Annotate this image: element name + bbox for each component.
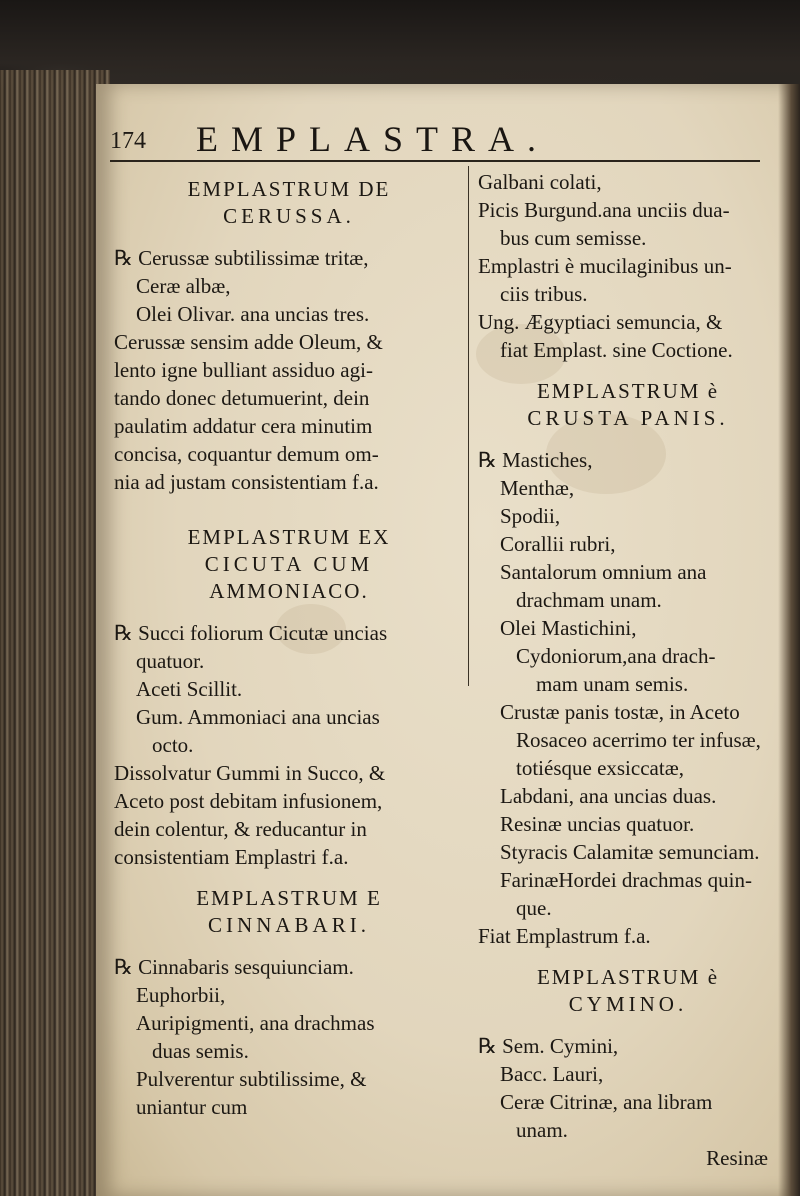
scan-top-shadow <box>0 0 800 90</box>
recipe-line: Aceti Scillit. <box>136 677 243 701</box>
page-right-edge <box>778 84 800 1196</box>
recipe-line: paulatim addatur cera minutim <box>114 414 373 438</box>
recipe-line: ciis tribus. <box>500 282 588 306</box>
recipe-line: ℞ Cerussæ subtilissimæ tritæ, <box>114 246 369 270</box>
recipe-line: Dissolvatur Gummi in Succo, & <box>114 761 386 785</box>
recipe-line: Picis Burgund.ana unciis dua- <box>478 198 730 222</box>
recipe-line: ℞ Cinnabaris sesquiunciam. <box>114 955 354 979</box>
recipe-line: ℞ Mastiches, <box>478 448 593 472</box>
recipe-line: Euphorbii, <box>136 983 226 1007</box>
recipe-line: fiat Emplast. sine Coctione. <box>500 338 733 362</box>
recipe-line: totiésque exsiccatæ, <box>516 756 684 780</box>
recipe-line: Aceto post debitam infusionem, <box>114 789 383 813</box>
recipe-line: Olei Mastichini, <box>500 616 637 640</box>
catchword: Resinæ <box>706 1146 768 1170</box>
recipe-line: que. <box>516 896 552 920</box>
section-heading <box>478 378 778 432</box>
heading-line: EMPLASTRUM è <box>536 965 720 989</box>
running-head <box>110 118 640 162</box>
recipe-line: drachmam unam. <box>516 588 662 612</box>
recipe-line: Ceræ albæ, <box>136 274 231 298</box>
recipe-line: uniantur cum <box>136 1095 248 1119</box>
recipe-line: Bacc. Lauri, <box>500 1062 604 1086</box>
recipe-line: Menthæ, <box>500 476 575 500</box>
recipe-line: Labdani, ana uncias duas. <box>500 784 717 808</box>
recipe-line: Auripigmenti, ana drachmas <box>136 1011 375 1035</box>
heading-line: CINNABARI. <box>208 913 370 937</box>
header-rule <box>110 160 760 162</box>
recipe-line: Fiat Emplastrum f.a. <box>478 924 651 948</box>
recipe-line: Ceræ Citrinæ, ana libram <box>500 1090 713 1114</box>
recipe-line: octo. <box>152 733 194 757</box>
right-column <box>478 168 778 1172</box>
recipe-line: duas semis. <box>152 1039 249 1063</box>
heading-line: CICUTA CUM <box>204 552 374 576</box>
heading-line: EMPLASTRUM DE <box>187 177 391 201</box>
recipe-line: Ung. Ægyptiaci semuncia, & <box>478 310 723 334</box>
recipe-line: Emplastri è mucilaginibus un- <box>478 254 732 278</box>
recipe-line: Crustæ panis tostæ, in Aceto <box>500 700 740 724</box>
recipe-line: Cerussæ sensim adde Oleum, & <box>114 330 383 354</box>
recipe-line: ℞ Sem. Cymini, <box>478 1034 619 1058</box>
recipe-line: tando donec detumuerint, dein <box>114 386 370 410</box>
recipe-line: quatuor. <box>136 649 205 673</box>
recipe-line: Santalorum omnium ana <box>500 560 707 584</box>
recipe-line: lento igne bulliant assiduo agi- <box>114 358 373 382</box>
recipe-line: FarinæHordei drachmas quin- <box>500 868 752 892</box>
recipe-line: ℞ Succi foliorum Cicutæ uncias <box>114 621 388 645</box>
recipe-line: unam. <box>516 1118 568 1142</box>
recipe-line: bus cum semisse. <box>500 226 647 250</box>
recipe-line: nia ad justam consistentiam f.a. <box>114 470 379 494</box>
section-heading <box>478 964 778 1018</box>
section-heading <box>114 176 464 230</box>
heading-line: CERUSSA. <box>223 204 355 228</box>
heading-line: EMPLASTRUM è <box>536 379 720 403</box>
heading-line: CRUSTA PANIS. <box>527 406 729 430</box>
heading-line: CYMINO. <box>568 992 688 1016</box>
recipe-line: Pulverentur subtilissime, & <box>136 1067 367 1091</box>
running-head-title: EMPLASTRA. <box>196 119 550 159</box>
recipe-line: consistentiam Emplastri f.a. <box>114 845 349 869</box>
recipe-line: Corallii rubri, <box>500 532 616 556</box>
recipe-line: mam unam semis. <box>536 672 689 696</box>
recipe-line: Resinæ uncias quatuor. <box>500 812 695 836</box>
recipe-line: concisa, coquantur demum om- <box>114 442 379 466</box>
recipe-line: Olei Olivar. ana uncias tres. <box>136 302 370 326</box>
book-binding-gutter <box>0 70 110 1196</box>
section-heading <box>114 524 464 605</box>
column-divider <box>468 166 469 686</box>
heading-line: EMPLASTRUM EX <box>187 525 391 549</box>
heading-line: AMMONIACO. <box>209 579 369 603</box>
recipe-line: Rosaceo acerrimo ter infusæ, <box>516 728 761 752</box>
page-number: 174 <box>110 128 146 154</box>
recipe-line: Gum. Ammoniaci ana uncias <box>136 705 380 729</box>
recipe-line: Galbani colati, <box>478 170 602 194</box>
recipe-line: dein colentur, & reducantur in <box>114 817 367 841</box>
left-column <box>114 168 464 1121</box>
heading-line: EMPLASTRUM E <box>196 886 382 910</box>
recipe-line: Cydoniorum,ana drach- <box>516 644 716 668</box>
section-heading <box>114 885 464 939</box>
recipe-line: Spodii, <box>500 504 561 528</box>
recipe-line: Styracis Calamitæ semunciam. <box>500 840 760 864</box>
